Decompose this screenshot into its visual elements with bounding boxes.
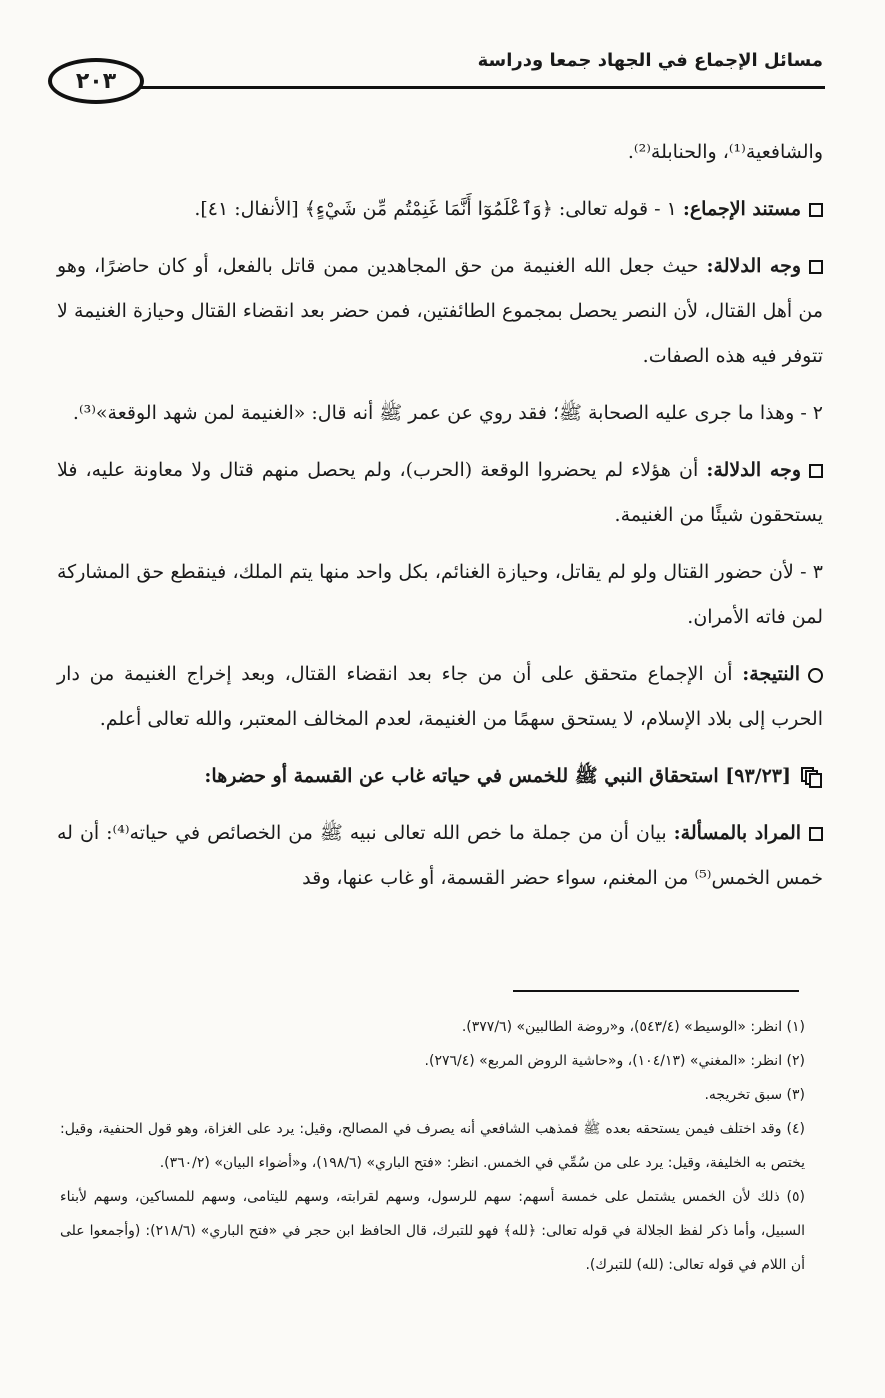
paragraph-reason-3: ٣ - لأن حضور القتال ولو لم يقاتل، وحيازة الغنائم، بكل واحد منها يتم الملك، فينقطع حق المشاركة لمن فاته الأمران.: [57, 561, 823, 628]
running-title: مسائل الإجماع في الجهاد جمعا ودراسة: [477, 50, 823, 71]
paragraph-meaning: [57, 811, 823, 901]
paragraph-indication-2: [57, 448, 823, 538]
evidence-label: مستند الإجماع:: [682, 198, 801, 220]
indication-text: أن هؤلاء لم يحضروا الوقعة (الحرب)، ولم يحصل منهم قتال ولا معاونة عليه، فلا يستحقون شيئًا من الغنيمة.: [57, 459, 823, 526]
square-bullet-icon: [809, 260, 823, 274]
indication-label: وجه الدلالة:: [706, 255, 802, 277]
footnote-1: (١) انظر: «الوسيط» (٥٤٣/٤)، و«روضة الطالبين» (٣٧٧/٦).: [461, 1019, 805, 1035]
header-rule: [140, 86, 825, 89]
meaning-label: المراد بالمسألة:: [673, 822, 802, 844]
square-bullet-icon: [809, 827, 823, 841]
footnote-4: (٤) وقد اختلف فيمن يستحقه بعده ﷺ فمذهب الشافعي أنه يصرف في المصالح، وقيل: يرد على الغزاة، وهو قول الحنفية، وقيل: يختص به الخليفة، وقيل: يرد على من سُمِّي في الخمس. انظر: «فتح الباري» (١٩٨/٦)، و«أضواء البيان» (٣٦٠/٢).: [60, 1121, 805, 1171]
indication-label: وجه الدلالة:: [706, 459, 801, 481]
square-bullet-icon: [809, 203, 823, 217]
footnote-2: (٢) انظر: «المغني» (١٠٤/١٣)، و«حاشية الروض المربع» (٢٧٦/٤).: [424, 1053, 805, 1069]
section-heading-text: [٩٣/٢٣] استحقاق النبي ﷺ للخمس في حياته غاب عن القسمة أو حضرها:: [204, 765, 791, 787]
footnote-separator: [513, 990, 799, 992]
result-text: أن الإجماع متحقق على أن من جاء بعد انقضاء القتال، وبعد إخراج الغنيمة من دار الحرب إلى بلاد الإسلام، لا يستحق سهمًا من الغنيمة، لعدم المخالف المعتبر، والله تعالى أعلم.: [57, 663, 823, 730]
footnote-5: (٥) ذلك لأن الخمس يشتمل على خمسة أسهم: سهم للرسول، وسهم لقرابته، وسهم لليتامى، وسهم للمساكين، وسهم لأبناء السبيل، وأما ذكر لفظ الجلالة في قوله تعالى: ﴿لله﴾ فهو للتبرك، قال الحافظ ابن حجر في «فتح الباري» (٢١٨/٦): (وأجمعوا على أن اللام في قوله تعالى: (لله) للتبرك).: [60, 1189, 805, 1273]
square-bullet-icon: [809, 464, 823, 478]
paragraph-1: والشافعية⁽¹⁾، والحنابلة⁽²⁾.: [627, 141, 823, 163]
meaning-text: بيان أن من جملة ما خص الله تعالى نبيه ﷺ من الخصائص في حياته⁽⁴⁾: أن له خمس الخمس⁽⁵⁾ من المغنم، سواء حضر القسمة، أو غاب عنها، وقد: [57, 822, 823, 889]
result-label: النتيجة:: [742, 663, 800, 685]
indication-text: حيث جعل الله الغنيمة من حق المجاهدين ممن قاتل بالفعل، أو كان حاضرًا، وهو من أهل القتال، لأن النصر يحصل بمجموع الطائفتين، فمن حضر بعد انقضاء القتال وحيازة الغنيمة لا تتوفر فيه هذه الصفات.: [57, 255, 823, 367]
paragraph-evidence: [57, 187, 823, 232]
footnote-3: (٣) سبق تخريجه.: [704, 1087, 805, 1103]
paragraph-indication-1: [57, 244, 823, 379]
footnotes: [60, 1010, 805, 1282]
copy-icon: [801, 767, 823, 787]
section-heading: [57, 754, 823, 799]
paragraph-companions: ٢ - وهذا ما جرى عليه الصحابة ﷺ؛ فقد روي عن عمر ﷺ أنه قال: «الغنيمة لمن شهد الوقعة»⁽³⁾.: [72, 402, 823, 424]
main-text: [57, 130, 823, 913]
evidence-text: ١ - قوله تعالى: ﴿وَٱعْلَمُوٓا أَنَّمَا غَنِمْتُم مِّن شَيْءٍ﴾ [الأنفال: ٤١].: [194, 198, 683, 220]
page-number: ٢٠٣: [48, 58, 144, 104]
circle-bullet-icon: [808, 668, 823, 683]
paragraph-result: [57, 652, 823, 742]
